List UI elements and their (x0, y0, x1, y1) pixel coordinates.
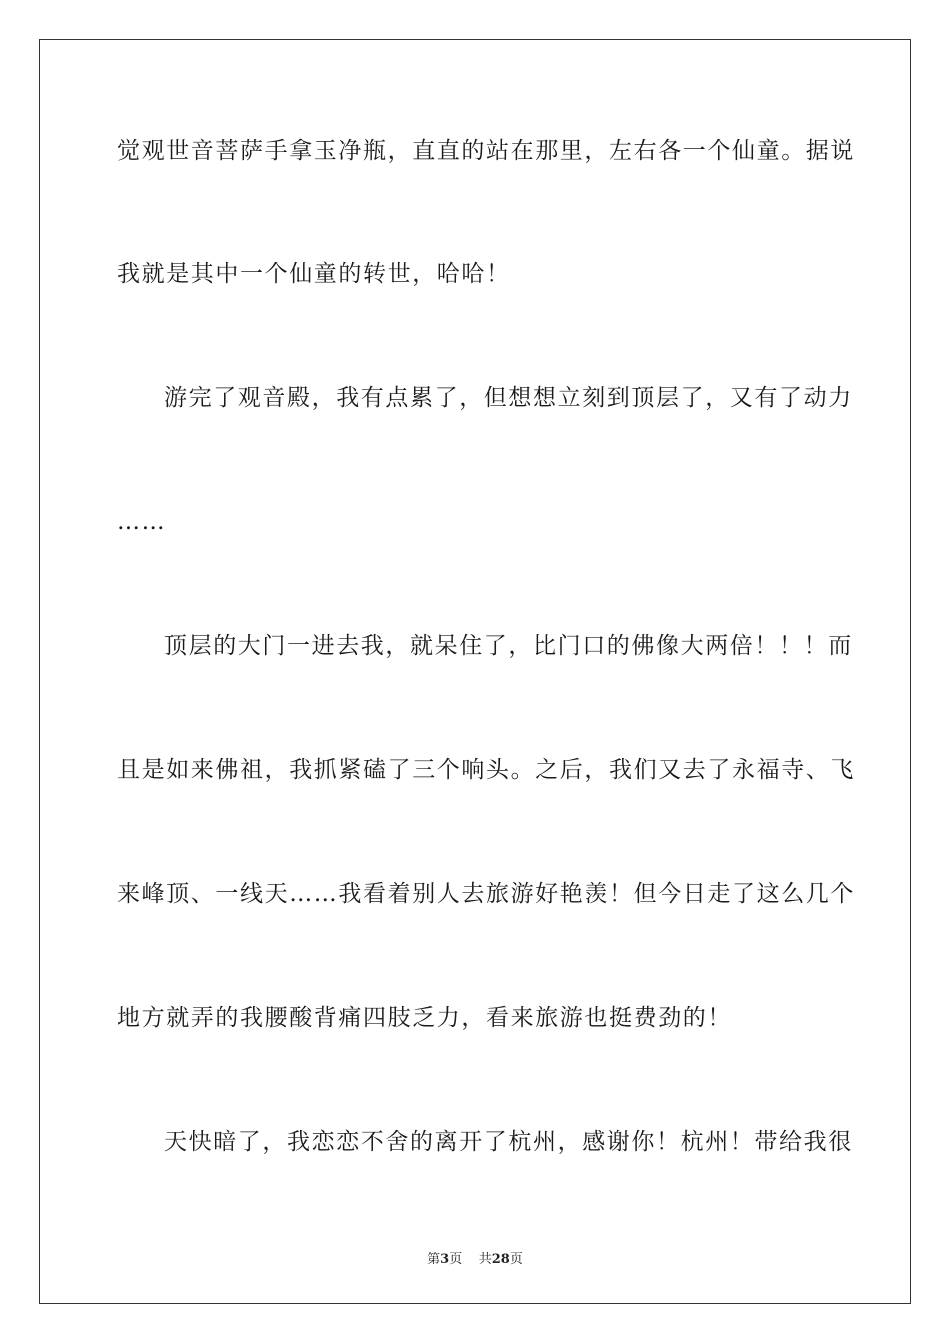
text-line-5: 顶层的大门一进去我，就呆住了，比门口的佛像大两倍！！！而 (164, 633, 853, 659)
text-line-3: 游完了观音殿，我有点累了，但想想立刻到顶层了，又有了动力 (164, 385, 853, 411)
page-footer (0, 1248, 950, 1267)
footer-page-suffix: 页 (449, 1252, 463, 1267)
text-line-7: 来峰顶、一线天……我看着别人去旅游好艳羡！但今日走了这么几个 (117, 881, 855, 907)
text-line-8: 地方就弄的我腰酸背痛四肢乏力，看来旅游也挺费劲的！ (117, 1005, 732, 1031)
text-line-6: 且是如来佛祖，我抓紧磕了三个响头。之后，我们又去了永福寺、飞 (117, 757, 855, 783)
page-border (39, 39, 911, 1304)
footer-page-number: 3 (440, 1252, 450, 1267)
footer-total-prefix: 共 (478, 1252, 492, 1267)
text-line-2: 我就是其中一个仙童的转世，哈哈！ (117, 261, 511, 287)
text-line-9: 天快暗了，我恋恋不舍的离开了杭州，感谢你！杭州！带给我很 (164, 1129, 853, 1155)
footer-total-pages: 28 (491, 1252, 510, 1267)
footer-page-prefix: 第 (427, 1252, 441, 1267)
text-line-4: …… (117, 509, 167, 535)
footer-total-suffix: 页 (509, 1252, 523, 1267)
text-line-1: 觉观世音菩萨手拿玉净瓶，直直的站在那里，左右各一个仙童。据说 (117, 138, 855, 164)
